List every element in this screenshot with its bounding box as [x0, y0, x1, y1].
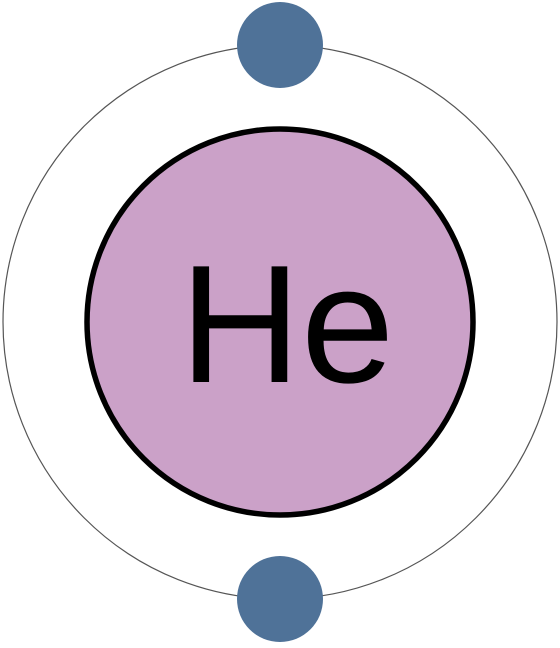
electron [237, 2, 323, 88]
element-symbol: He [179, 230, 395, 418]
electron [237, 556, 323, 642]
